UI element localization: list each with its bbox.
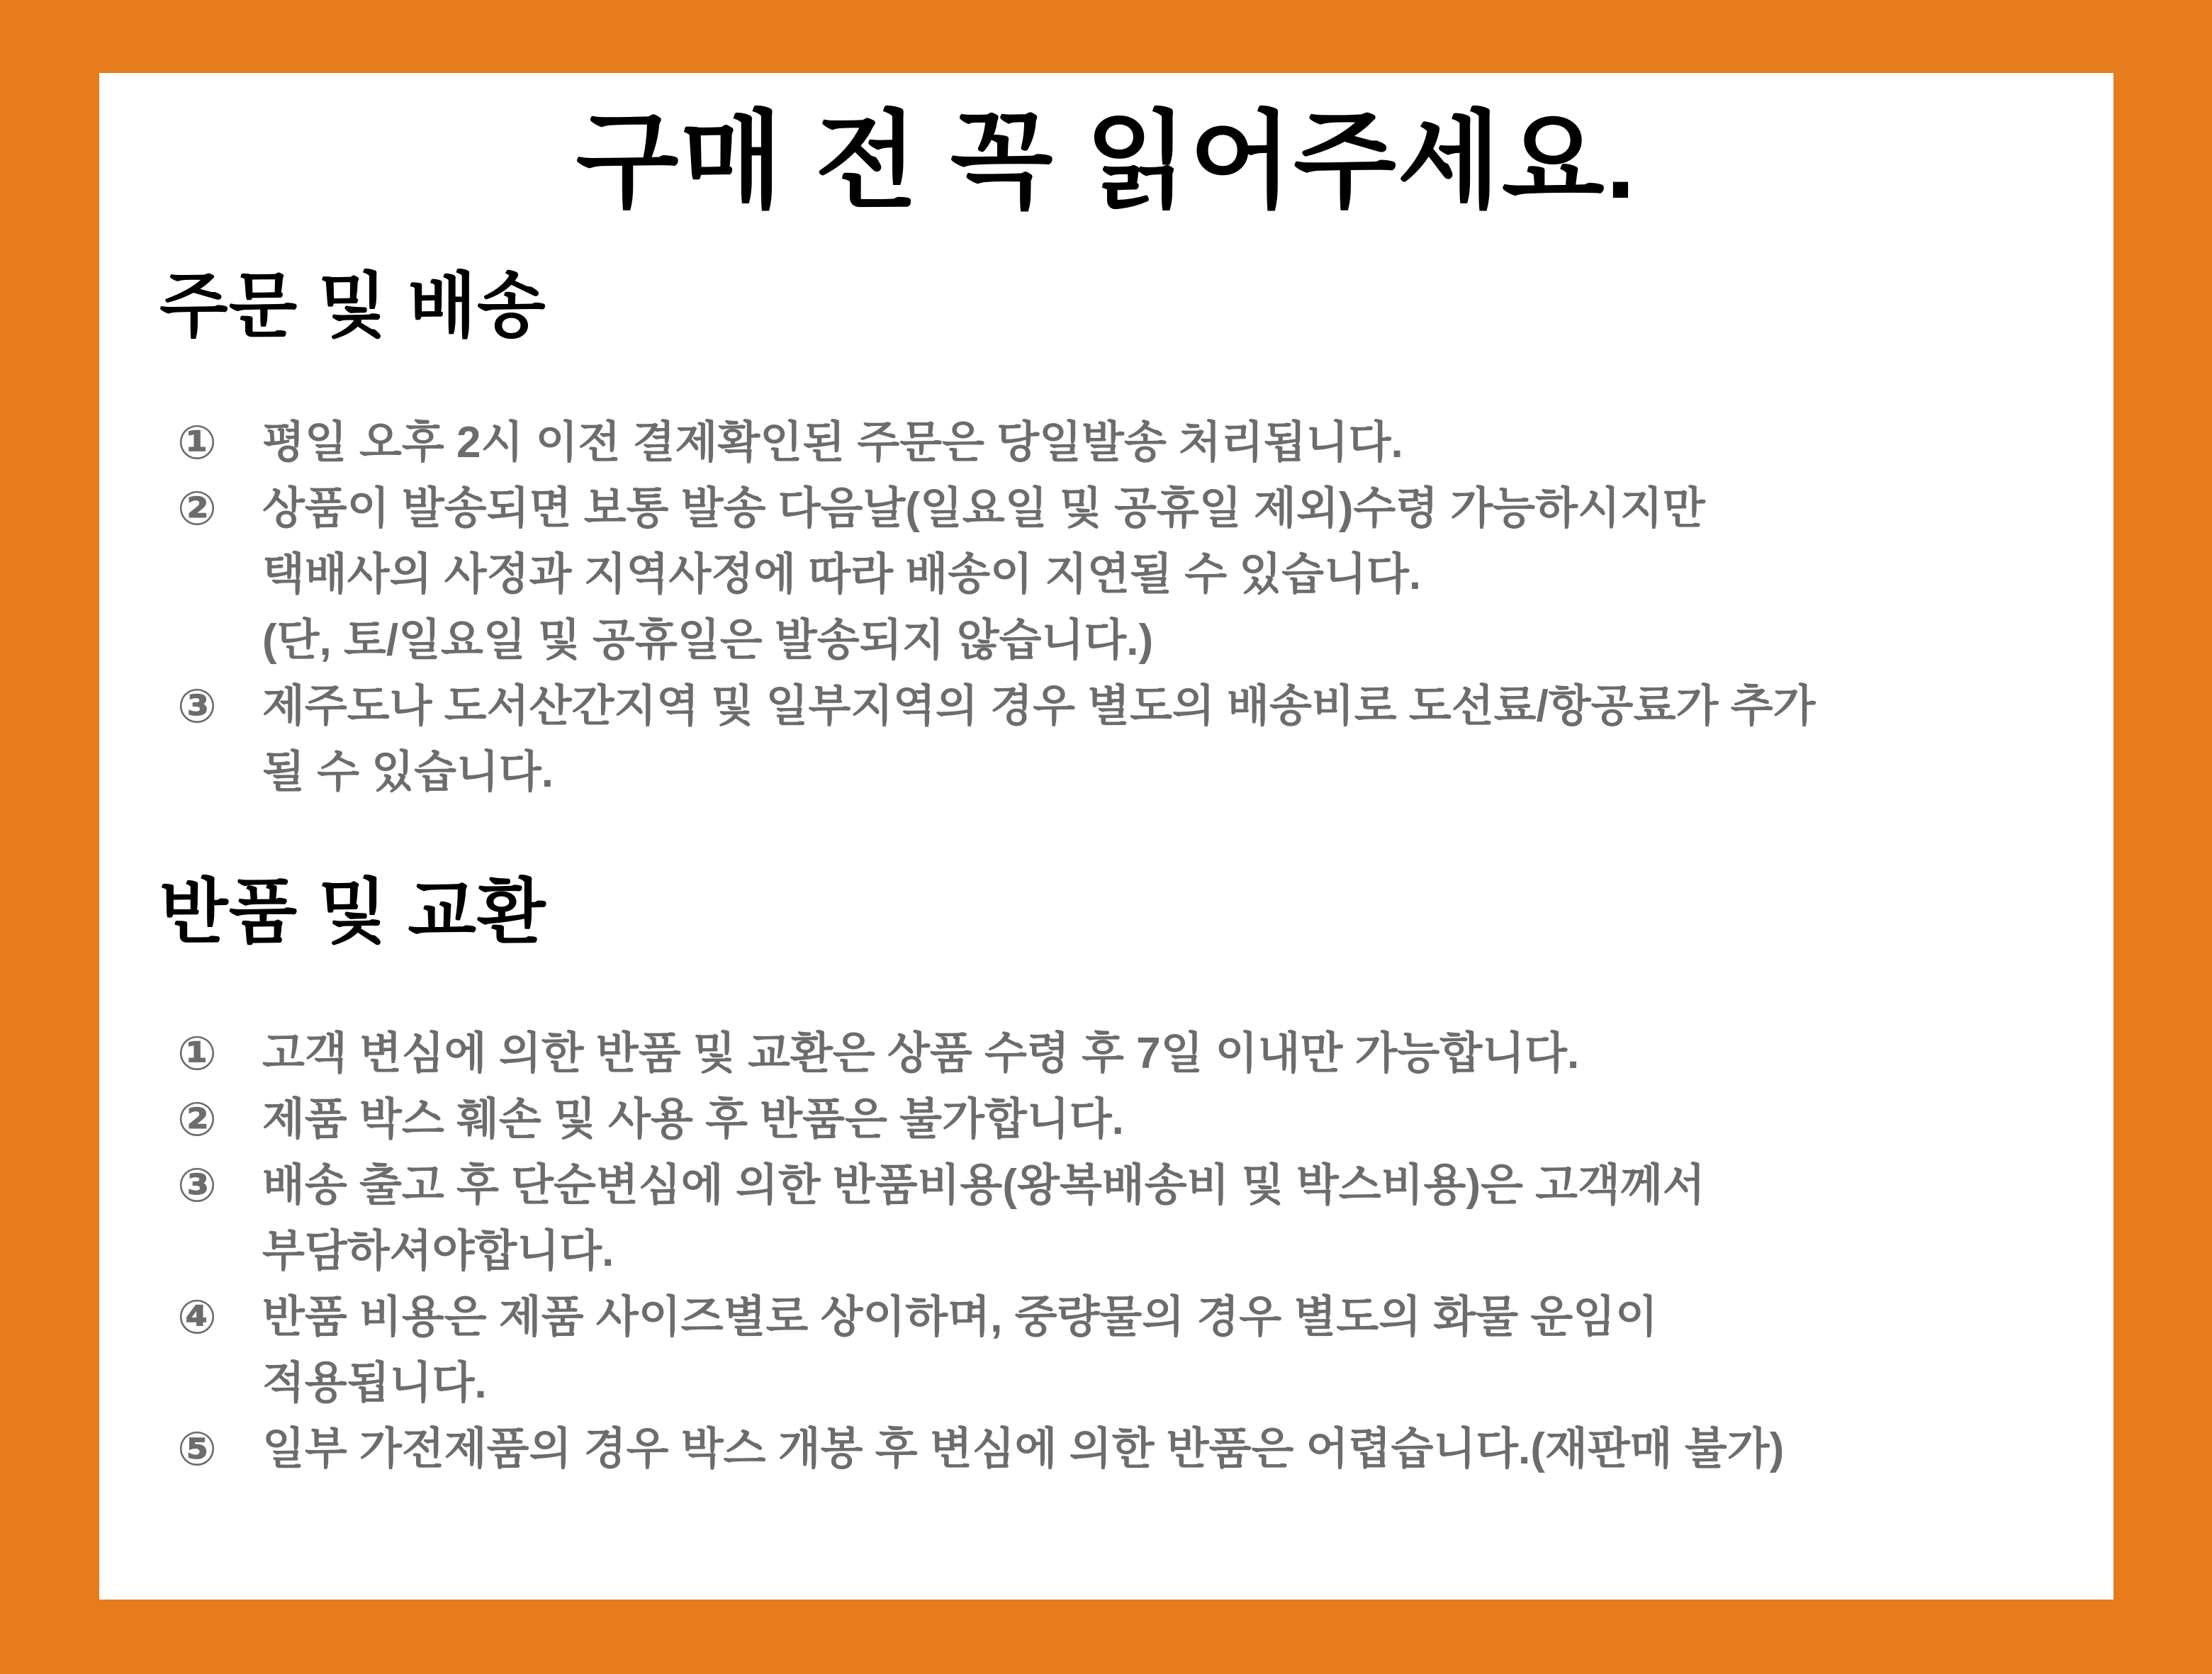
circled-number: ②: [177, 1093, 217, 1145]
item-text: [262, 1021, 2113, 1086]
list-item: [177, 476, 2113, 673]
item-line: 제주도나 도서산간지역 및 일부지역의 경우 별도의 배송비로 도선료/항공료가 추가: [262, 682, 1816, 731]
item-text: [262, 1152, 2113, 1284]
order-shipping-list: [99, 410, 2113, 805]
return-exchange-list: [99, 1021, 2113, 1482]
item-line: 제품 박스 훼손 및 사용 후 반품은 불가합니다.: [262, 1095, 1124, 1144]
item-text: [262, 673, 2113, 805]
item-line: 반품 비용은 제품 사이즈별로 상이하며, 중량물의 경우 별도의 화물 운임이: [262, 1293, 1658, 1342]
item-line: 배송 출고 후 단순변심에 의한 반품비용(왕복배송비 및 박스비용)은 고객께서: [262, 1161, 1705, 1210]
item-line: 부담하셔야합니다.: [262, 1227, 614, 1276]
list-item: [177, 410, 2113, 476]
circled-number: ③: [177, 1159, 217, 1211]
item-text: [262, 410, 2113, 476]
section-order-shipping: [99, 266, 2113, 805]
section-heading-return-exchange: 반품 및 교환: [159, 872, 546, 952]
item-line: 적용됩니다.: [262, 1359, 487, 1408]
item-text: [262, 1416, 2113, 1482]
circled-number: ④: [177, 1291, 217, 1343]
item-line: 일부 가전제품의 경우 박스 개봉 후 변심에 의한 반품은 어렵습니다.(재판매 불가): [262, 1425, 1785, 1473]
list-item: [177, 1086, 2113, 1152]
section-heading-order-shipping: 주문 및 배송: [159, 266, 546, 346]
page-title: 구매 전 꼭 읽어주세요.: [576, 101, 1637, 220]
list-item: [177, 1416, 2113, 1482]
list-item: [177, 1284, 2113, 1416]
circled-number: ②: [177, 482, 217, 534]
list-item: [177, 1152, 2113, 1284]
item-line: 택배사의 사정과 지역사정에 따라 배송이 지연될 수 있습니다.: [262, 550, 1422, 599]
list-item: [177, 1021, 2113, 1086]
item-line: 상품이 발송되면 보통 발송 다음날(일요일 및 공휴일 제외)수령 가능하시지만: [262, 484, 1705, 533]
item-line: 될 수 있습니다.: [262, 748, 554, 797]
item-text: [262, 1284, 2113, 1416]
section-return-exchange: [99, 872, 2113, 1482]
notice-panel: [99, 73, 2113, 1600]
item-line: 평일 오후 2시 이전 결제확인된 주문은 당일발송 처리됩니다.: [262, 418, 1403, 467]
list-item: [177, 673, 2113, 805]
circled-number: ①: [177, 1027, 217, 1079]
item-line: 고객 변심에 의한 반품 및 교환은 상품 수령 후 7일 이내만 가능합니다.: [262, 1029, 1580, 1078]
circled-number: ③: [177, 680, 217, 732]
circled-number: ①: [177, 416, 217, 468]
item-line: (단, 토/일요일 및 공휴일은 발송되지 않습니다.): [262, 616, 1154, 665]
circled-number: ⑤: [177, 1422, 217, 1475]
item-text: [262, 476, 2113, 673]
item-text: [262, 1086, 2113, 1152]
